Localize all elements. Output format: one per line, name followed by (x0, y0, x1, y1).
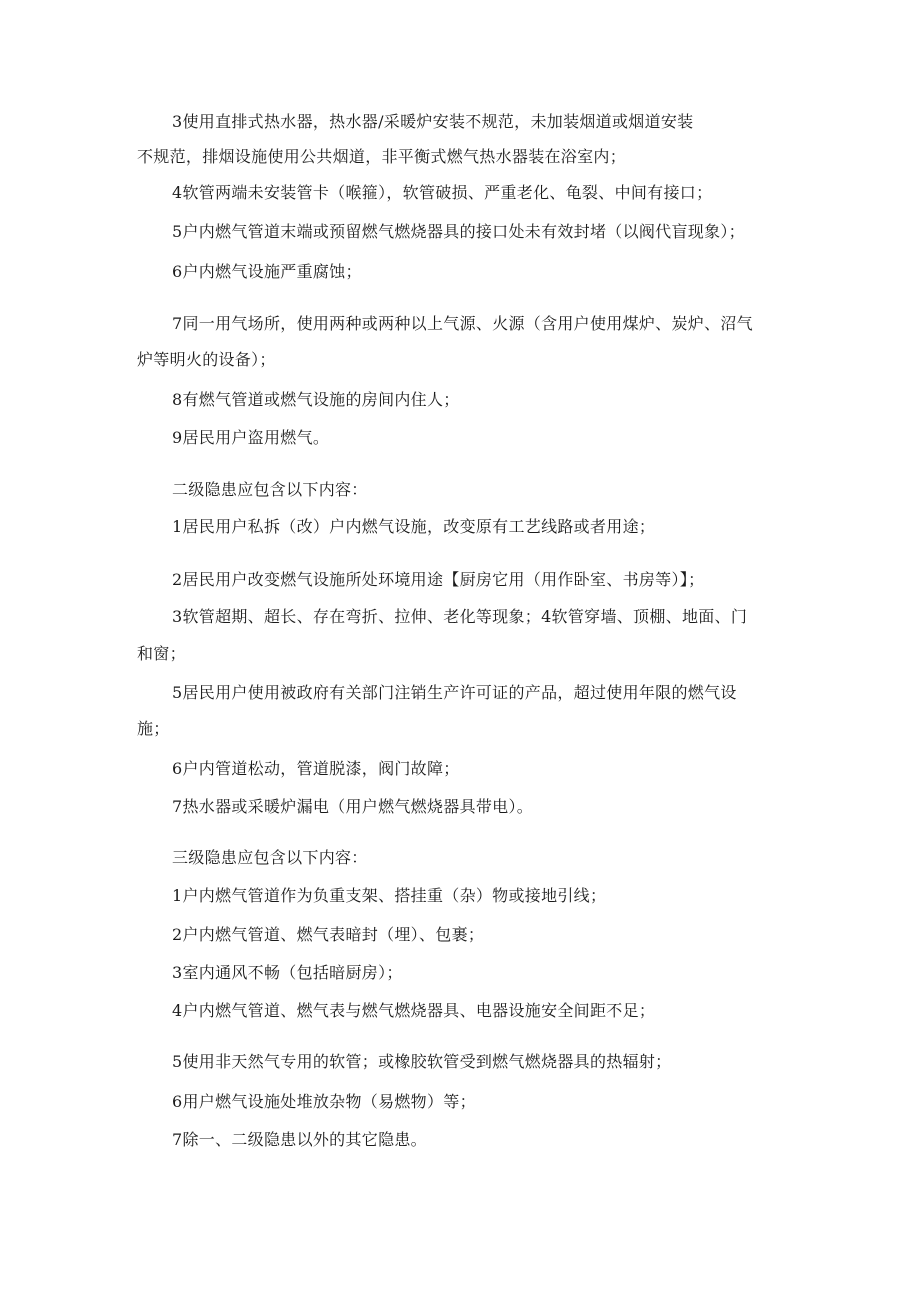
text-line: 1居民用户私拆（改）户内燃气设施，改变原有工艺线路或者用途； (172, 517, 656, 536)
text-line: 施； (137, 719, 170, 738)
text-line: 炉等明火的设备）； (137, 350, 276, 369)
text-line: 6户内管道松动，管道脱漆，阀门故障； (172, 759, 460, 778)
text-line: 5使用非天然气专用的软管；或橡胶软管受到燃气燃烧器具的热辐射； (172, 1052, 672, 1071)
section-heading: 二级隐患应包含以下内容： (172, 480, 368, 499)
text-line: 2居民用户改变燃气设施所处环境用途【厨房它用（用作卧室、书房等）】； (172, 570, 705, 589)
text-line: 8有燃气管道或燃气设施的房间内住人； (172, 390, 460, 409)
text-line: 4软管两端未安装管卡（喉箍），软管破损、严重老化、龟裂、中间有接口； (172, 183, 713, 202)
text-line: 3使用直排式热水器，热水器/采暖炉安装不规范，未加装烟道或烟道安装 (172, 112, 694, 131)
text-line: 不规范，排烟设施使用公共烟道，非平衡式燃气热水器装在浴室内； (137, 147, 627, 166)
text-line: 4户内燃气管道、燃气表与燃气燃烧器具、电器设施安全间距不足； (172, 1001, 656, 1020)
text-line: 3软管超期、超长、存在弯折、拉伸、老化等现象；4软管穿墙、顶棚、地面、门 (172, 607, 748, 626)
text-line: 7同一用气场所，使用两种或两种以上气源、火源（含用户使用煤炉、炭炉、沼气 (172, 314, 753, 333)
text-line: 5户内燃气管道末端或预留燃气燃烧器具的接口处未有效封堵（以阀代盲现象）； (172, 222, 745, 241)
text-line: 5居民用户使用被政府有关部门注销生产许可证的产品，超过使用年限的燃气设 (172, 683, 737, 702)
text-line: 1户内燃气管道作为负重支架、搭挂重（杂）物或接地引线； (172, 886, 607, 905)
text-line: 6用户燃气设施处堆放杂物（易燃物）等； (172, 1092, 476, 1111)
text-line: 7除一、二级隐患以外的其它隐患。 (172, 1130, 427, 1149)
text-line: 7热水器或采暖炉漏电（用户燃气燃烧器具带电）。 (172, 797, 534, 816)
text-line: 6户内燃气设施严重腐蚀； (172, 262, 362, 281)
text-line: 2户内燃气管道、燃气表暗封（埋）、包裹； (172, 925, 485, 944)
text-line: 9居民用户盗用燃气。 (172, 428, 330, 447)
section-heading: 三级隐患应包含以下内容： (172, 848, 368, 867)
text-line: 和窗； (137, 644, 186, 663)
text-line: 3室内通风不畅（包括暗厨房）； (172, 963, 403, 982)
